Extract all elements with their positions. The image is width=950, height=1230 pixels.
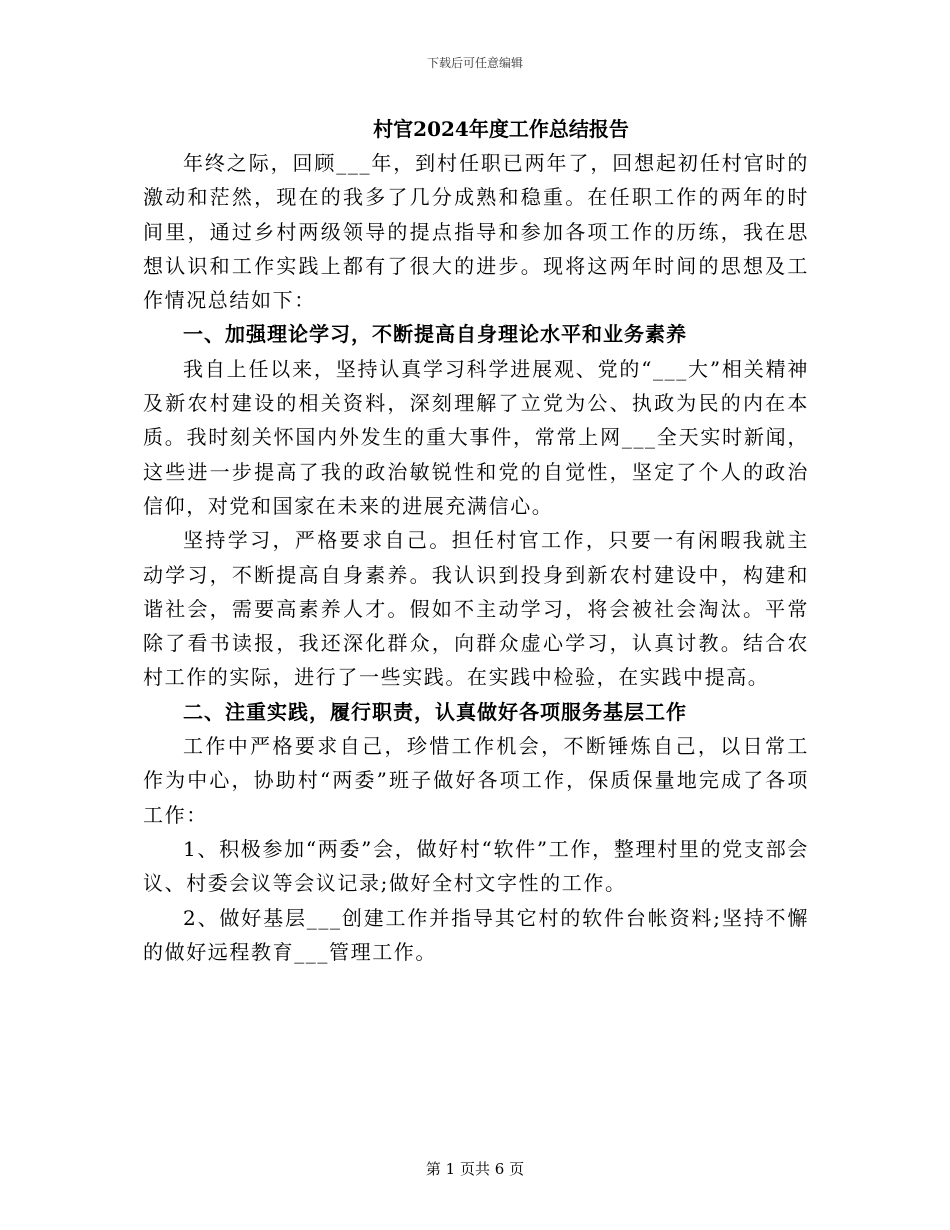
body-paragraph: 坚持学习，严格要求自己。担任村官工作，只要一有闲暇我就主动学习，不断提高自身素养。我认识到投身到新农村建设中，构建和谐社会，需要高素养人才。假如不主动学习，将会被社会淘汰。平常除了看书读报，我还深化群众，向群众虚心学习，认真讨教。结合农村工作的实际，进行了一些实践。在实践中检验，在实践中提高。 [143, 528, 809, 690]
document-title: 村官2024年度工作总结报告 [373, 117, 629, 141]
page-header-note: 下载后可任意编辑 [426, 56, 523, 70]
section-heading: 二、注重实践，履行职责，认真做好各项服务基层工作 [183, 699, 687, 724]
body-paragraph: 工作中严格要求自己，珍惜工作机会，不断锤炼自己，以日常工作为中心，协助村“两委”班子做好各项工作，保质保量地完成了各项工作： [143, 734, 809, 827]
list-item-paragraph: 2、做好基层___创建工作并指导其它村的软件台帐资料;坚持不懈的做好远程教育___管理工作。 [143, 905, 809, 964]
list-item-paragraph: 1、积极参加“两委”会，做好村“软件”工作，整理村里的党支部会议、村委会议等会议记录;做好全村文字性的工作。 [143, 836, 809, 896]
page-number-footer: 第 1 页共 6 页 [425, 1160, 525, 1178]
section-heading: 一、加强理论学习，不断提高自身理论水平和业务素养 [183, 322, 687, 347]
body-paragraph: 我自上任以来，坚持认真学习科学进展观、党的“___大”相关精神及新农村建设的相关资料，深刻理解了立党为公、执政为民的内在本质。我时刻关怀国内外发生的重大事件，常常上网___全天实时新闻，这些进一步提高了我的政治敏锐性和党的自觉性，坚定了个人的政治信仰，对党和国家在未来的进展充满信心。 [143, 356, 809, 518]
body-paragraph: 年终之际，回顾___年，到村任职已两年了，回想起初任村官时的激动和茫然，现在的我多了几分成熟和稳重。在任职工作的两年的时间里，通过乡村两级领导的提点指导和参加各项工作的历练，我在思想认识和工作实践上都有了很大的进步。现将这两年时间的思想及工作情况总结如下： [143, 151, 809, 313]
document-body [143, 112, 809, 969]
